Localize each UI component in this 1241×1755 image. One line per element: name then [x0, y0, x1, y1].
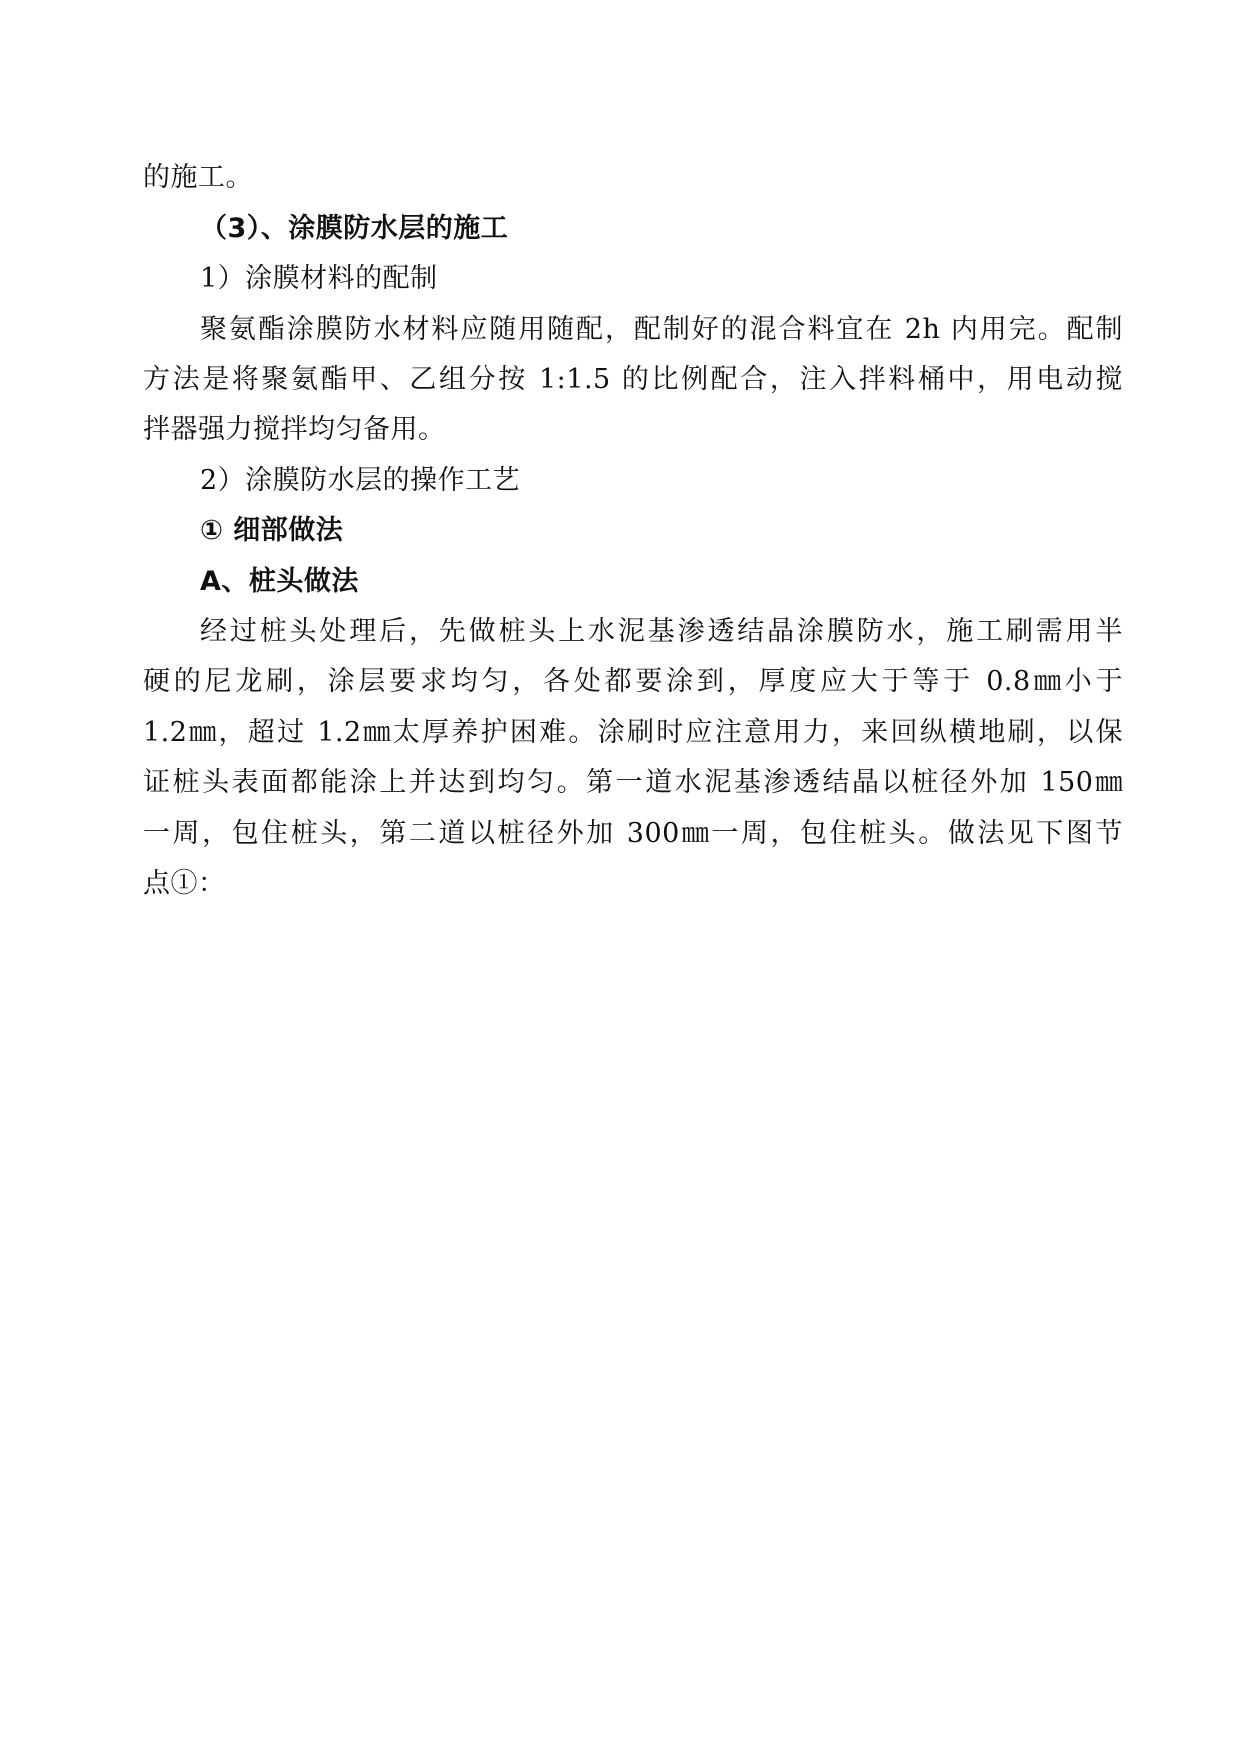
paragraph-line: 证桩头表面都能涂上并达到均匀。第一道水泥基渗透结晶以桩径外加 150㎜	[143, 767, 1123, 798]
subsection-heading: 1）涂膜材料的配制	[200, 263, 438, 294]
paragraph-line: 拌器强力搅拌均匀备用。	[143, 414, 446, 445]
item-heading: A、桩头做法	[200, 566, 359, 597]
item-heading: ① 细部做法	[200, 515, 344, 546]
paragraph-line: 点①：	[143, 868, 226, 899]
paragraph-line: 1.2㎜，超过 1.2㎜太厚养护困难。涂刷时应注意用力，来回纵横地刷，以保	[143, 717, 1123, 748]
paragraph-line: 方法是将聚氨酯甲、乙组分按 1:1.5 的比例配合，注入拌料桶中，用电动搅	[143, 364, 1123, 395]
section-heading: （3）、涂膜防水层的施工	[200, 213, 509, 244]
paragraph-line: 硬的尼龙刷，涂层要求均匀，各处都要涂到，厚度应大于等于 0.8㎜小于	[143, 666, 1123, 697]
paragraph-line: 经过桩头处理后，先做桩头上水泥基渗透结晶涂膜防水，施工刷需用半	[200, 616, 1123, 647]
paragraph-line: 的施工。	[143, 162, 253, 193]
paragraph-line: 一周，包住桩头，第二道以桩径外加 300㎜一周，包住桩头。做法见下图节	[143, 818, 1123, 849]
subsection-heading: 2）涂膜防水层的操作工艺	[200, 465, 521, 496]
paragraph-line: 聚氨酯涂膜防水材料应随用随配，配制好的混合料宜在 2h 内用完。配制	[200, 314, 1123, 345]
